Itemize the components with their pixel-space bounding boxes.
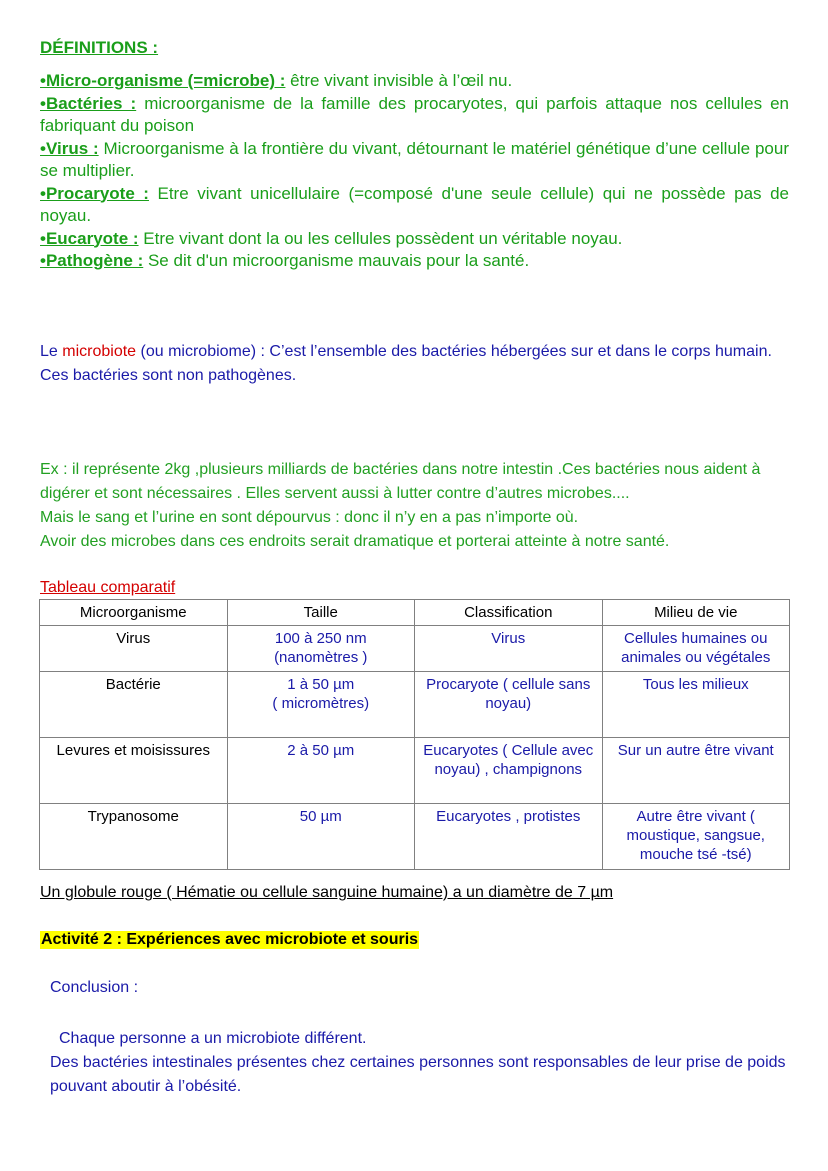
example-line: Mais le sang et l’urine en sont dépourvus : donc il n’y en a pas n’importe où. [40,509,579,526]
definition-item [40,93,789,138]
definition-text: Etre vivant dont la ou les cellules possèdent un véritable noyau. [138,228,623,248]
table-row [40,804,790,870]
table-cell: 2 à 50 µm [227,738,415,804]
table-row [40,626,790,672]
table-cell: Trypanosome [40,804,228,870]
table-cell: 100 à 250 nm (nanomètres ) [227,626,415,672]
table-cell: Virus [415,626,603,672]
conclusion-body [50,1027,800,1099]
table-cell: Virus [40,626,228,672]
definition-text: Se dit d'un microorganisme mauvais pour la santé. [143,251,530,270]
example-line: Avoir des microbes dans ces endroits serait dramatique et porterai atteinte à notre santé. [40,533,670,550]
table-cell: Procaryote ( cellule sans noyau) [415,672,603,738]
table-cell: 1 à 50 µm ( micromètres) [227,672,415,738]
microbiote-paragraph [40,340,800,388]
table-cell: Eucaryotes , protistes [415,804,603,870]
definition-item [40,138,789,183]
conclusion-label: Conclusion : [50,979,139,996]
table-cell: Cellules humaines ou animales ou végétales [602,626,790,672]
definition-text: être vivant invisible à l’œil nu. [285,71,513,90]
table-cell: Eucaryotes ( Cellule avec noyau) , champignons [415,738,603,804]
definition-term: •Pathogène : [40,251,144,270]
definition-text: Etre vivant unicellulaire (=composé d'une seule cellule) qui ne possède pas de noyau. [40,183,789,225]
definition-term: •Micro-organisme (=microbe) : [40,71,286,90]
table-cell: Bactérie [40,672,228,738]
definition-item [40,70,789,93]
definition-term: •Procaryote : [40,183,149,203]
microbiote-keyword: microbiote [62,343,137,360]
table-cell: 50 µm [227,804,415,870]
header-cell: Taille [227,600,415,626]
definition-item [40,183,789,228]
globule-note: Un globule rouge ( Hématie ou cellule sanguine humaine) a un diamètre de 7 µm [40,884,614,901]
definition-item [40,250,789,273]
table-caption: Tableau comparatif [40,579,176,596]
table-cell: Autre être vivant ( moustique, sangsue, mouche tsé -tsé) [602,804,790,870]
definition-text: Microorganisme à la frontière du vivant, détournant le matériel génétique d’une cellule pour se multiplier. [40,138,789,180]
microbiote-prefix: Le [40,343,63,360]
definition-item [40,228,789,251]
conclusion-line: Des bactéries intestinales présentes chez certaines personnes sont responsables de leur prise de poids pouvant aboutir à l’obésité. [50,1054,786,1095]
header-cell: Classification [415,600,603,626]
table-cell: Sur un autre être vivant [602,738,790,804]
definition-text: microorganisme de la famille des procaryotes, qui parfois attaque nos cellules en fabriquant du poison [40,93,789,135]
microbiote-text: (ou microbiome) : C’est l’ensemble des bactéries hébergées sur et dans le corps humain. Ces bactéries sont non pathogènes. [40,343,772,384]
table-cell: Levures et moisissures [40,738,228,804]
definition-term: •Eucaryote : [40,228,139,248]
definition-term: •Virus : [40,138,99,158]
header-cell: Milieu de vie [602,600,790,626]
example-paragraph [40,458,800,554]
comparison-table [39,599,790,870]
table-row [40,738,790,804]
page-title: DÉFINITIONS : [40,38,159,57]
activity-heading: Activité 2 : Expériences avec microbiote et souris [41,931,419,948]
conclusion-line: Chaque personne a un microbiote différent. [59,1030,367,1047]
table-row [40,672,790,738]
table-header-row [40,600,790,626]
header-cell: Microorganisme [40,600,228,626]
definition-term: •Bactéries : [40,93,137,113]
definitions-list [40,70,789,273]
example-line: Ex : il représente 2kg ,plusieurs milliards de bactéries dans notre intestin .Ces bactéries nous aident à digérer et sont nécessaires . Elles servent aussi à lutter contre d’autres microbes.... [40,461,761,502]
table-cell: Tous les milieux [602,672,790,738]
